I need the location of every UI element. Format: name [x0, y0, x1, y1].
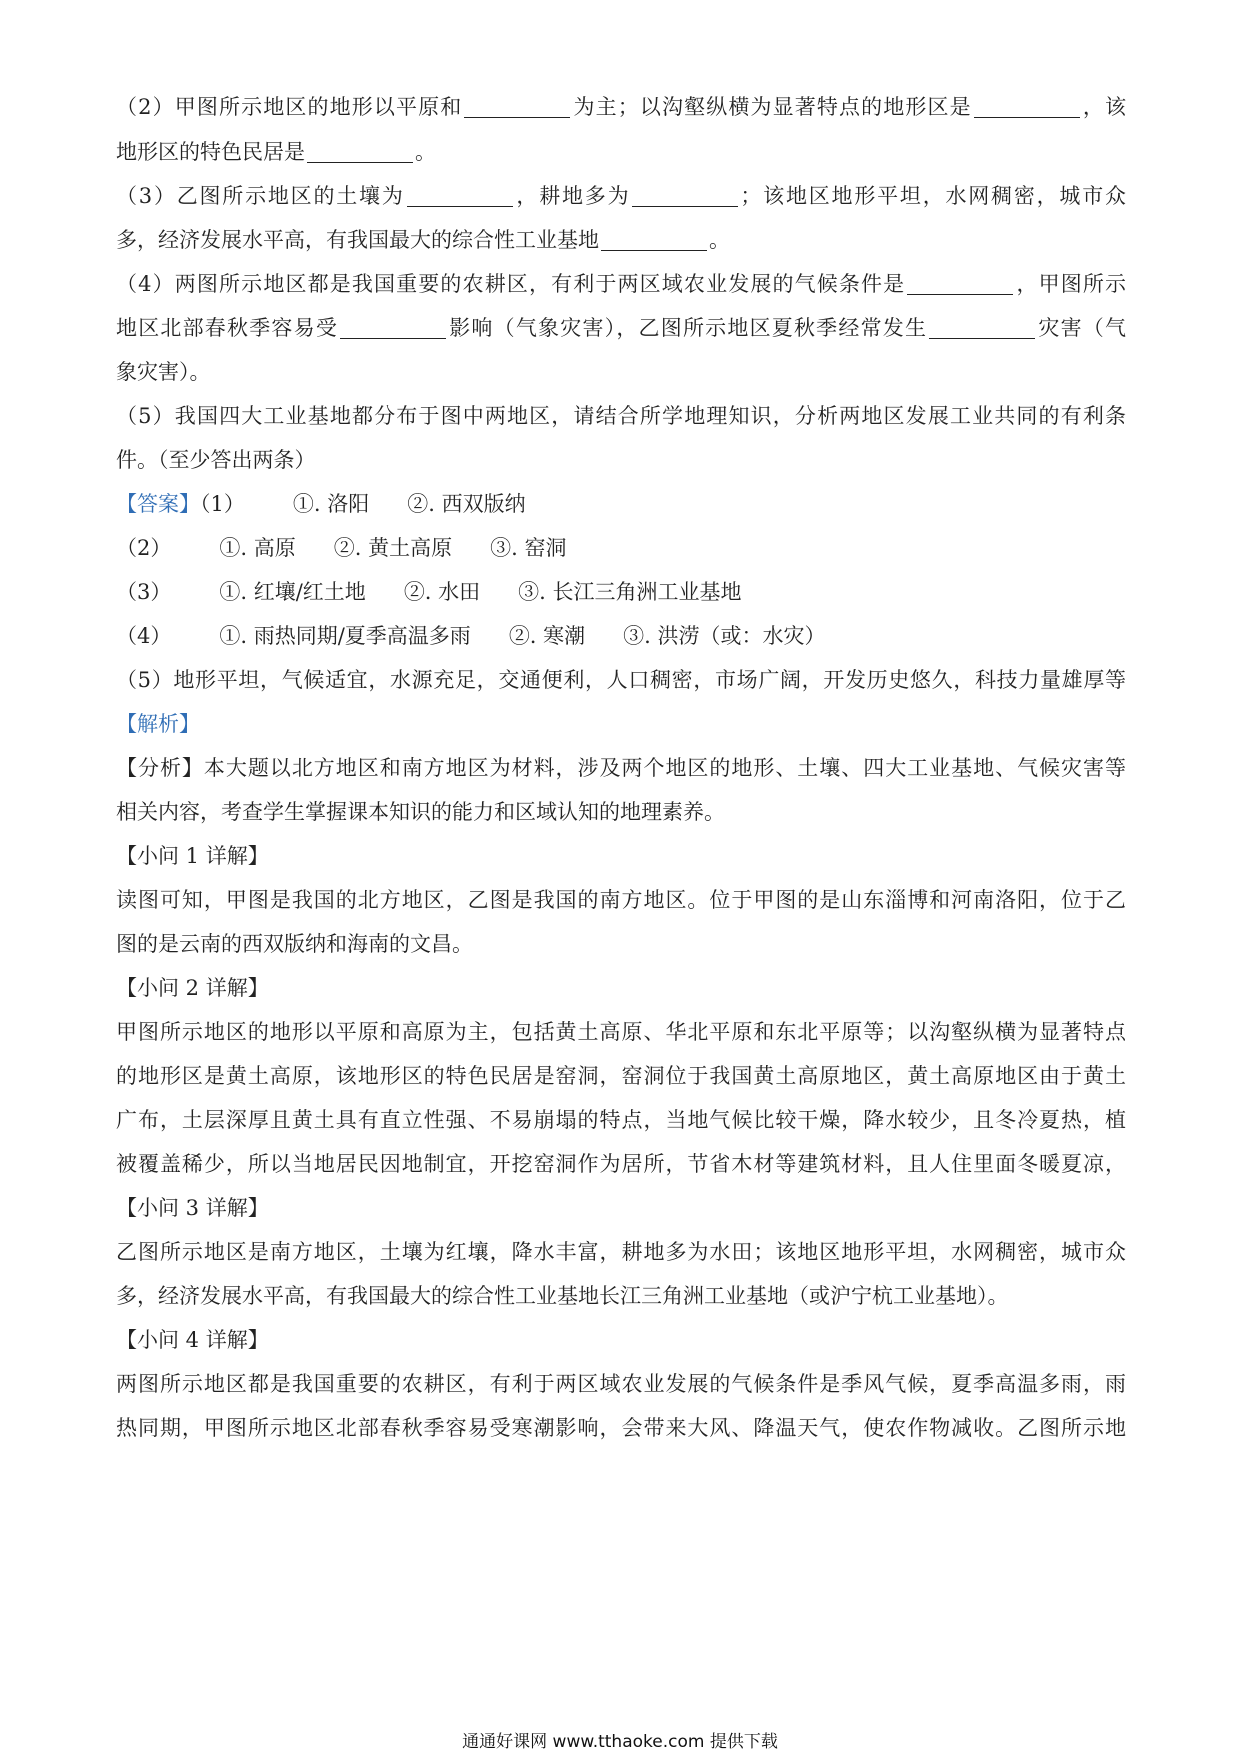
answer-number: （3）: [116, 580, 172, 604]
question-2-line-2: [116, 138, 436, 166]
page-footer-watermark: 通通好课网 www.tthaoke.com 提供下载: [462, 1732, 778, 1752]
question-text: 为主；以沟壑纵横为显著特点的地形区是: [572, 95, 972, 119]
question-3-line-2: [116, 226, 730, 254]
answer-item: ①. 洛阳: [292, 492, 370, 516]
subquestion-2-line: 的地形区是黄土高原，该地形区的特色民居是窑洞，窑洞位于我国黄土高原地区，黄土高原地区由于黄土: [116, 1064, 1126, 1088]
question-text: ，该: [1081, 95, 1126, 119]
answer-item: ②. 黄土高原: [333, 536, 453, 560]
answer-blank: [929, 316, 1035, 339]
answer-line-1: [116, 490, 526, 518]
subquestion-3-heading: 【小问 3 详解】: [116, 1196, 269, 1220]
analysis-paragraph-line: 【分析】本大题以北方地区和南方地区为材料，涉及两个地区的地形、土壤、四大工业基地、气候灾害等: [116, 756, 1126, 780]
answer-item: ②. 水田: [403, 580, 481, 604]
subquestion-2-line: 广布，土层深厚且黄土具有直立性强、不易崩塌的特点，当地气候比较干燥，降水较少，且冬冷夏热，植: [116, 1108, 1126, 1132]
subquestion-4-line: 两图所示地区都是我国重要的农耕区，有利于两区域农业发展的气候条件是季风气候，夏季高温多雨，雨: [116, 1372, 1126, 1396]
question-text: ，甲图所示: [1015, 272, 1127, 296]
question-text: 灾害（气: [1037, 316, 1127, 340]
subquestion-1-line: 图的是云南的西双版纳和海南的文昌。: [116, 932, 473, 956]
subquestion-2-line: 被覆盖稀少，所以当地居民因地制宜，开挖窑洞作为居所，节省木材等建筑材料，且人住里面冬暖夏凉，: [116, 1152, 1126, 1176]
answer-item: ①. 雨热同期/夏季高温多雨: [219, 624, 471, 648]
subquestion-2-heading: 【小问 2 详解】: [116, 976, 269, 1000]
answer-number: （1）: [200, 492, 245, 516]
answer-blank: [307, 140, 413, 163]
subquestion-3-line: 多，经济发展水平高，有我国最大的综合性工业基地长江三角洲工业基地（或沪宁杭工业基地）。: [116, 1284, 1009, 1308]
analysis-label: 【解析】: [116, 712, 200, 736]
answer-item: ③. 长江三角洲工业基地: [518, 580, 742, 604]
question-2-line-1: [116, 93, 1126, 121]
subquestion-4-heading: 【小问 4 详解】: [116, 1328, 269, 1352]
answer-blank: [340, 316, 446, 339]
answer-item: ②. 西双版纳: [407, 492, 526, 516]
answer-line-3: [116, 578, 742, 606]
question-4-line-3: 象灾害）。: [116, 360, 211, 384]
answer-label: 【答案】: [116, 492, 200, 516]
answer-blank: [974, 95, 1080, 118]
question-text: （3）乙图所示地区的土壤为: [116, 184, 405, 208]
question-3-line-1: [116, 182, 1126, 210]
answer-blank: [464, 95, 570, 118]
answer-line-4: [116, 622, 826, 650]
answer-item: ③. 窑洞: [490, 536, 567, 560]
question-5-line-1: （5）我国四大工业基地都分布于图中两地区，请结合所学地理知识，分析两地区发展工业共同的有利条: [116, 404, 1126, 428]
answer-blank: [407, 184, 513, 207]
question-text: 。: [709, 228, 730, 252]
answer-line-5: （5）地形平坦，气候适宜，水源充足，交通便利，人口稠密，市场广阔，开发历史悠久，科技力量雄厚等: [116, 668, 1126, 692]
question-text: 。: [415, 140, 436, 164]
answer-item: ①. 高原: [219, 536, 296, 560]
subquestion-2-line: 甲图所示地区的地形以平原和高原为主，包括黄土高原、华北平原和东北平原等；以沟壑纵横为显著特点: [116, 1020, 1126, 1044]
question-text: 影响（气象灾害），乙图所示地区夏秋季经常发生: [448, 316, 928, 340]
analysis-paragraph-line: 相关内容，考查学生掌握课本知识的能力和区域认知的地理素养。: [116, 800, 725, 824]
question-5-line-2: 件。（至少答出两条）: [116, 448, 316, 472]
question-text: 地形区的特色民居是: [116, 140, 305, 164]
answer-item: ②. 寒潮: [508, 624, 586, 648]
subquestion-1-heading: 【小问 1 详解】: [116, 844, 269, 868]
question-4-line-1: [116, 270, 1126, 298]
answer-item: ③. 洪涝（或：水灾）: [623, 624, 826, 648]
question-text: （2）甲图所示地区的地形以平原和: [116, 95, 463, 119]
question-text: ，耕地多为: [514, 184, 631, 208]
question-text: ；该地区地形平坦，水网稠密，城市众: [740, 184, 1127, 208]
answer-line-2: [116, 534, 566, 562]
subquestion-4-line: 热同期，甲图所示地区北部春秋季容易受寒潮影响，会带来大风、降温天气，使农作物减收。乙图所示地: [116, 1416, 1126, 1440]
question-text: 多，经济发展水平高，有我国最大的综合性工业基地: [116, 228, 599, 252]
subquestion-1-line: 读图可知，甲图是我国的北方地区，乙图是我国的南方地区。位于甲图的是山东淄博和河南洛阳，位于乙: [116, 888, 1126, 912]
question-text: （4）两图所示地区都是我国重要的农耕区，有利于两区域农业发展的气候条件是: [116, 272, 906, 296]
question-4-line-2: [116, 314, 1126, 342]
subquestion-3-line: 乙图所示地区是南方地区，土壤为红壤，降水丰富，耕地多为水田；该地区地形平坦，水网稠密，城市众: [116, 1240, 1126, 1264]
question-text: 地区北部春秋季容易受: [116, 316, 339, 340]
answer-blank: [632, 184, 738, 207]
answer-item: ①. 红壤/红土地: [219, 580, 366, 604]
answer-blank: [601, 228, 707, 251]
answer-number: （4）: [116, 624, 172, 648]
answer-number: （2）: [116, 536, 172, 560]
answer-blank: [907, 272, 1013, 295]
